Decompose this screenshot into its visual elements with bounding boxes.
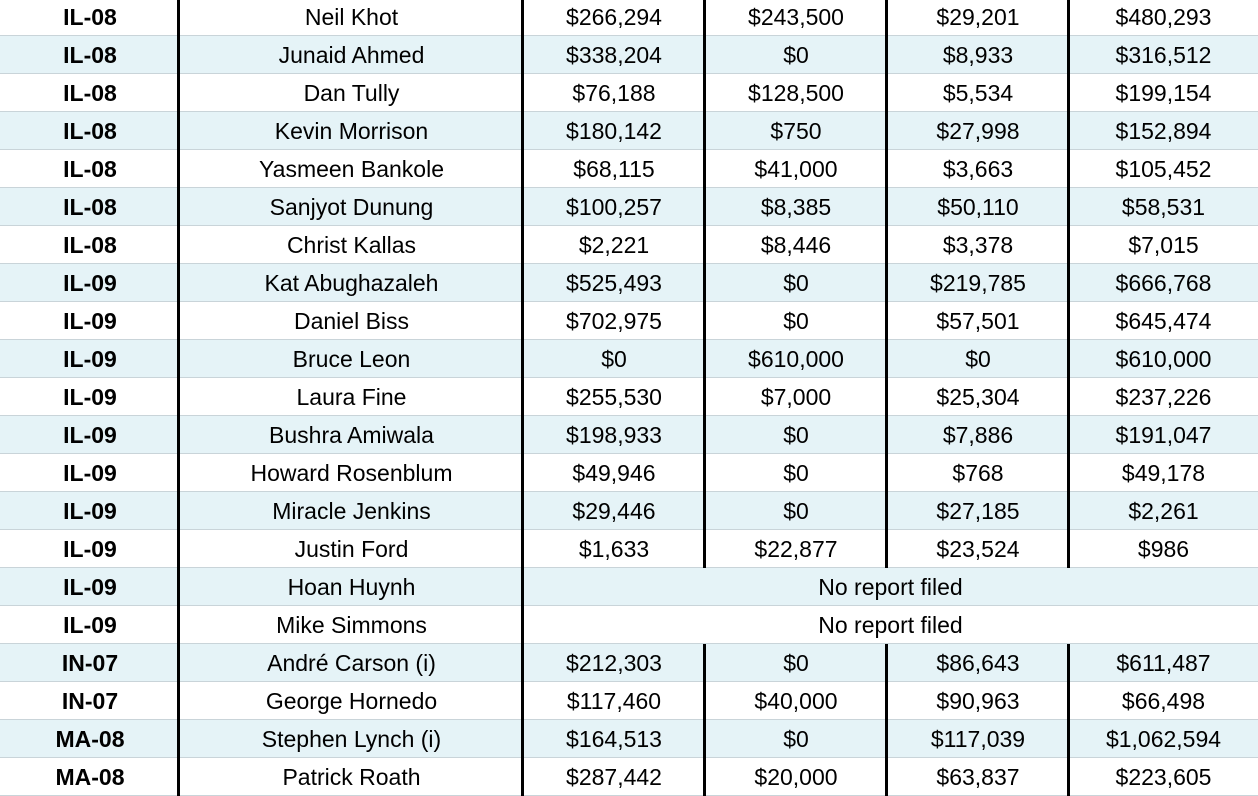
amount-cell[interactable]: $49,946	[572, 460, 656, 486]
amount-cell[interactable]: $29,446	[572, 498, 656, 524]
candidate-cell[interactable]: Bruce Leon	[292, 346, 411, 372]
candidate-cell[interactable]: Stephen Lynch (i)	[261, 726, 442, 752]
no-report-cell[interactable]: No report filed	[818, 612, 963, 638]
amount-cell[interactable]: $338,204	[566, 42, 662, 68]
amount-cell[interactable]: $50,110	[937, 194, 1019, 220]
amount-cell[interactable]: $316,512	[1115, 42, 1212, 68]
amount-cell[interactable]: $0	[783, 308, 809, 334]
amount-cell[interactable]: $610,000	[748, 346, 844, 372]
amount-cell[interactable]: $25,304	[936, 384, 1020, 410]
column-divider	[703, 644, 706, 796]
district-cell[interactable]: IL-08	[63, 232, 117, 258]
candidate-cell[interactable]: Kat Abughazaleh	[264, 270, 439, 296]
amount-cell[interactable]: $986	[1137, 536, 1190, 562]
amount-cell[interactable]: $219,785	[930, 270, 1026, 296]
amount-cell[interactable]: $22,877	[754, 536, 838, 562]
amount-cell[interactable]: $41,000	[754, 156, 838, 182]
amount-cell[interactable]: $76,188	[572, 80, 656, 106]
district-cell[interactable]: IL-09	[63, 536, 117, 562]
table-row	[0, 606, 1258, 644]
candidate-cell[interactable]: Christ Kallas	[286, 232, 417, 258]
amount-cell[interactable]: $57,501	[936, 308, 1020, 334]
amount-cell[interactable]: $0	[783, 270, 809, 296]
amount-cell[interactable]: $49,178	[1121, 460, 1206, 486]
amount-cell[interactable]: $1,633	[578, 536, 650, 562]
amount-cell[interactable]: $199,154	[1115, 80, 1212, 106]
candidate-cell[interactable]: Bushra Amiwala	[269, 422, 434, 448]
candidate-cell[interactable]: Kevin Morrison	[274, 118, 429, 144]
amount-cell[interactable]: $266,294	[566, 4, 662, 30]
amount-cell[interactable]: $152,894	[1115, 118, 1212, 144]
column-divider	[885, 0, 888, 568]
amount-cell[interactable]: $480,293	[1115, 4, 1212, 30]
amount-cell[interactable]: $180,142	[566, 118, 662, 144]
amount-cell[interactable]: $5,534	[942, 80, 1014, 106]
amount-cell[interactable]: $645,474	[1115, 308, 1212, 334]
candidate-cell[interactable]: André Carson (i)	[267, 650, 436, 676]
column-divider	[1067, 644, 1070, 796]
amount-cell[interactable]: $27,185	[936, 498, 1020, 524]
candidate-cell[interactable]: Howard Rosenblum	[250, 460, 453, 486]
amount-cell[interactable]: $1,062,594	[1105, 726, 1222, 752]
amount-cell[interactable]: $0	[783, 726, 809, 752]
amount-cell[interactable]: $117,039	[930, 726, 1026, 752]
district-cell[interactable]: IL-08	[63, 156, 117, 182]
candidate-cell[interactable]: Justin Ford	[294, 536, 409, 562]
amount-cell[interactable]: $8,385	[760, 194, 832, 220]
district-cell[interactable]: IN-07	[61, 650, 119, 676]
amount-cell[interactable]: $29,201	[936, 4, 1020, 30]
candidate-cell[interactable]: Dan Tully	[303, 80, 400, 106]
amount-cell[interactable]: $58,531	[1121, 194, 1206, 220]
district-cell[interactable]: IN-07	[61, 688, 119, 714]
district-cell[interactable]: MA-08	[55, 764, 125, 790]
district-cell[interactable]: IL-09	[63, 498, 117, 524]
district-cell[interactable]: IL-09	[63, 612, 117, 638]
amount-cell[interactable]: $105,452	[1115, 156, 1212, 182]
amount-cell[interactable]: $3,378	[942, 232, 1014, 258]
amount-cell[interactable]: $3,663	[942, 156, 1014, 182]
amount-cell[interactable]: $23,524	[936, 536, 1020, 562]
amount-cell[interactable]: $63,837	[936, 764, 1020, 790]
candidate-cell[interactable]: Hoan Huynh	[287, 574, 416, 600]
amount-cell[interactable]: $223,605	[1115, 764, 1212, 790]
district-cell[interactable]: IL-09	[63, 574, 117, 600]
amount-cell[interactable]: $8,446	[760, 232, 832, 258]
column-divider	[885, 644, 888, 796]
candidate-cell[interactable]: Sanjyot Dunung	[269, 194, 434, 220]
amount-cell[interactable]: $243,500	[748, 4, 844, 30]
amount-cell[interactable]: $0	[783, 422, 809, 448]
district-cell[interactable]: IL-09	[63, 308, 117, 334]
amount-cell[interactable]: $68,115	[573, 156, 655, 182]
amount-cell[interactable]: $100,257	[566, 194, 662, 220]
candidate-cell[interactable]: Yasmeen Bankole	[259, 156, 444, 182]
candidate-cell[interactable]: Neil Khot	[304, 4, 399, 30]
district-cell[interactable]: IL-09	[63, 422, 117, 448]
amount-cell[interactable]: $198,933	[566, 422, 662, 448]
amount-cell[interactable]: $0	[783, 650, 809, 676]
candidate-cell[interactable]: Patrick Roath	[282, 764, 421, 790]
candidate-cell[interactable]: Mike Simmons	[276, 612, 427, 638]
amount-cell[interactable]: $86,643	[936, 650, 1020, 676]
district-cell[interactable]: MA-08	[55, 726, 125, 752]
amount-cell[interactable]: $2,261	[1128, 498, 1199, 524]
amount-cell[interactable]: $237,226	[1115, 384, 1212, 410]
amount-cell[interactable]: $0	[965, 346, 991, 372]
candidate-cell[interactable]: Junaid Ahmed	[278, 42, 425, 68]
amount-cell[interactable]: $702,975	[566, 308, 662, 334]
candidate-cell[interactable]: Miracle Jenkins	[272, 498, 431, 524]
column-divider	[1067, 0, 1070, 568]
district-cell[interactable]: IL-08	[63, 42, 117, 68]
column-divider	[703, 0, 706, 568]
amount-cell[interactable]: $20,000	[754, 764, 838, 790]
no-report-cell[interactable]: No report filed	[818, 574, 963, 600]
amount-cell[interactable]: $117,460	[566, 688, 662, 714]
amount-cell[interactable]: $255,530	[566, 384, 662, 410]
amount-cell[interactable]: $2,221	[578, 232, 650, 258]
district-cell[interactable]: IL-09	[63, 346, 117, 372]
amount-cell[interactable]: $0	[783, 460, 809, 486]
amount-cell[interactable]: $8,933	[942, 42, 1014, 68]
amount-cell[interactable]: $7,015	[1128, 232, 1199, 258]
amount-cell[interactable]: $191,047	[1115, 422, 1212, 448]
amount-cell[interactable]: $66,498	[1121, 688, 1206, 714]
district-cell[interactable]: IL-08	[63, 80, 117, 106]
column-divider	[521, 0, 524, 796]
amount-cell[interactable]: $750	[770, 118, 822, 144]
amount-cell[interactable]: $40,000	[754, 688, 838, 714]
amount-cell[interactable]: $610,000	[1115, 346, 1212, 372]
amount-cell[interactable]: $666,768	[1115, 270, 1212, 296]
amount-cell[interactable]: $212,303	[566, 650, 662, 676]
candidate-cell[interactable]: Daniel Biss	[293, 308, 410, 334]
district-cell[interactable]: IL-09	[63, 270, 117, 296]
district-cell[interactable]: IL-08	[63, 194, 117, 220]
district-cell[interactable]: IL-08	[63, 118, 117, 144]
amount-cell[interactable]: $27,998	[936, 118, 1020, 144]
column-divider	[177, 0, 180, 796]
amount-cell[interactable]: $0	[783, 498, 809, 524]
district-cell[interactable]: IL-08	[63, 4, 117, 30]
candidate-cell[interactable]: Laura Fine	[296, 384, 407, 410]
district-cell[interactable]: IL-09	[63, 384, 117, 410]
amount-cell[interactable]: $7,000	[760, 384, 832, 410]
amount-cell[interactable]: $287,442	[566, 764, 662, 790]
candidate-cell[interactable]: George Hornedo	[265, 688, 438, 714]
amount-cell[interactable]: $0	[601, 346, 627, 372]
amount-cell[interactable]: $7,886	[942, 422, 1014, 448]
table-row	[0, 568, 1258, 606]
amount-cell[interactable]: $90,963	[936, 688, 1020, 714]
district-cell[interactable]: IL-09	[63, 460, 117, 486]
amount-cell[interactable]: $0	[783, 42, 809, 68]
amount-cell[interactable]: $164,513	[566, 726, 662, 752]
amount-cell[interactable]: $128,500	[748, 80, 844, 106]
amount-cell[interactable]: $611,487	[1116, 650, 1211, 676]
amount-cell[interactable]: $768	[952, 460, 1004, 486]
amount-cell[interactable]: $525,493	[566, 270, 662, 296]
